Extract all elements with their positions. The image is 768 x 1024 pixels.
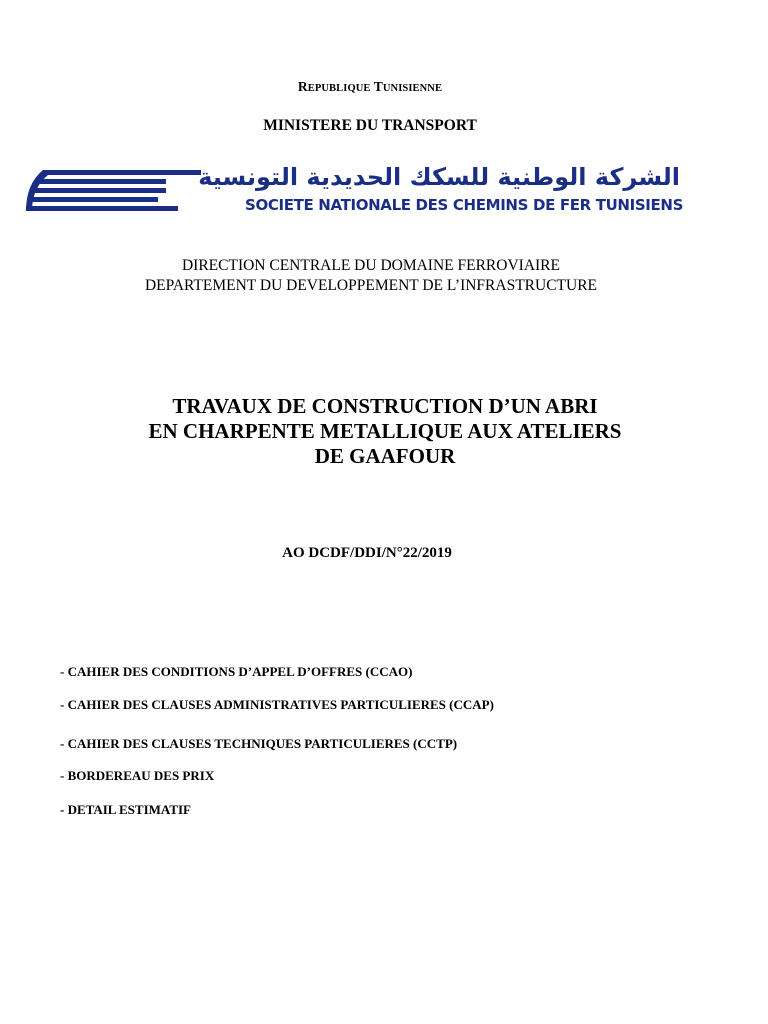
company-name-latin: SOCIETE NATIONALE DES CHEMINS DE FER TUNISIENS [245,196,684,214]
title-line: DE GAAFOUR [314,444,456,468]
tender-reference: AO DCDF/DDI/N°22/2019 [282,545,452,561]
direction-block [0,256,742,296]
republic-heading: REPUBLIQUE TUNISIENNE [297,79,443,94]
sncft-rail-logo-icon [24,168,202,216]
list-item: - BORDEREAU DES PRIX [60,768,215,783]
department-line: DEPARTEMENT DU DEVELOPPEMENT DE L’INFRASTRUCTURE [144,277,598,294]
list-item: - CAHIER DES CLAUSES TECHNIQUES PARTICULIERES (CCTP) [60,736,458,751]
list-item: - CAHIER DES CLAUSES ADMINISTRATIVES PARTICULIERES (CCAP) [60,697,494,712]
list-item: - DETAIL ESTIMATIF [60,802,191,817]
ministry-heading: MINISTERE DU TRANSPORT [263,117,477,134]
title-line: TRAVAUX DE CONSTRUCTION D’UN ABRI [172,394,598,418]
title-line: EN CHARPENTE METALLIQUE AUX ATELIERS [148,419,622,443]
document-title [0,394,768,469]
direction-line: DIRECTION CENTRALE DU DOMAINE FERROVIAIRE [181,257,560,274]
list-item: - CAHIER DES CONDITIONS D’APPEL D’OFFRES (CCAO) [60,664,413,679]
company-name-arabic: الشركة الوطنية للسكك الحديدية التونسية [198,163,680,191]
